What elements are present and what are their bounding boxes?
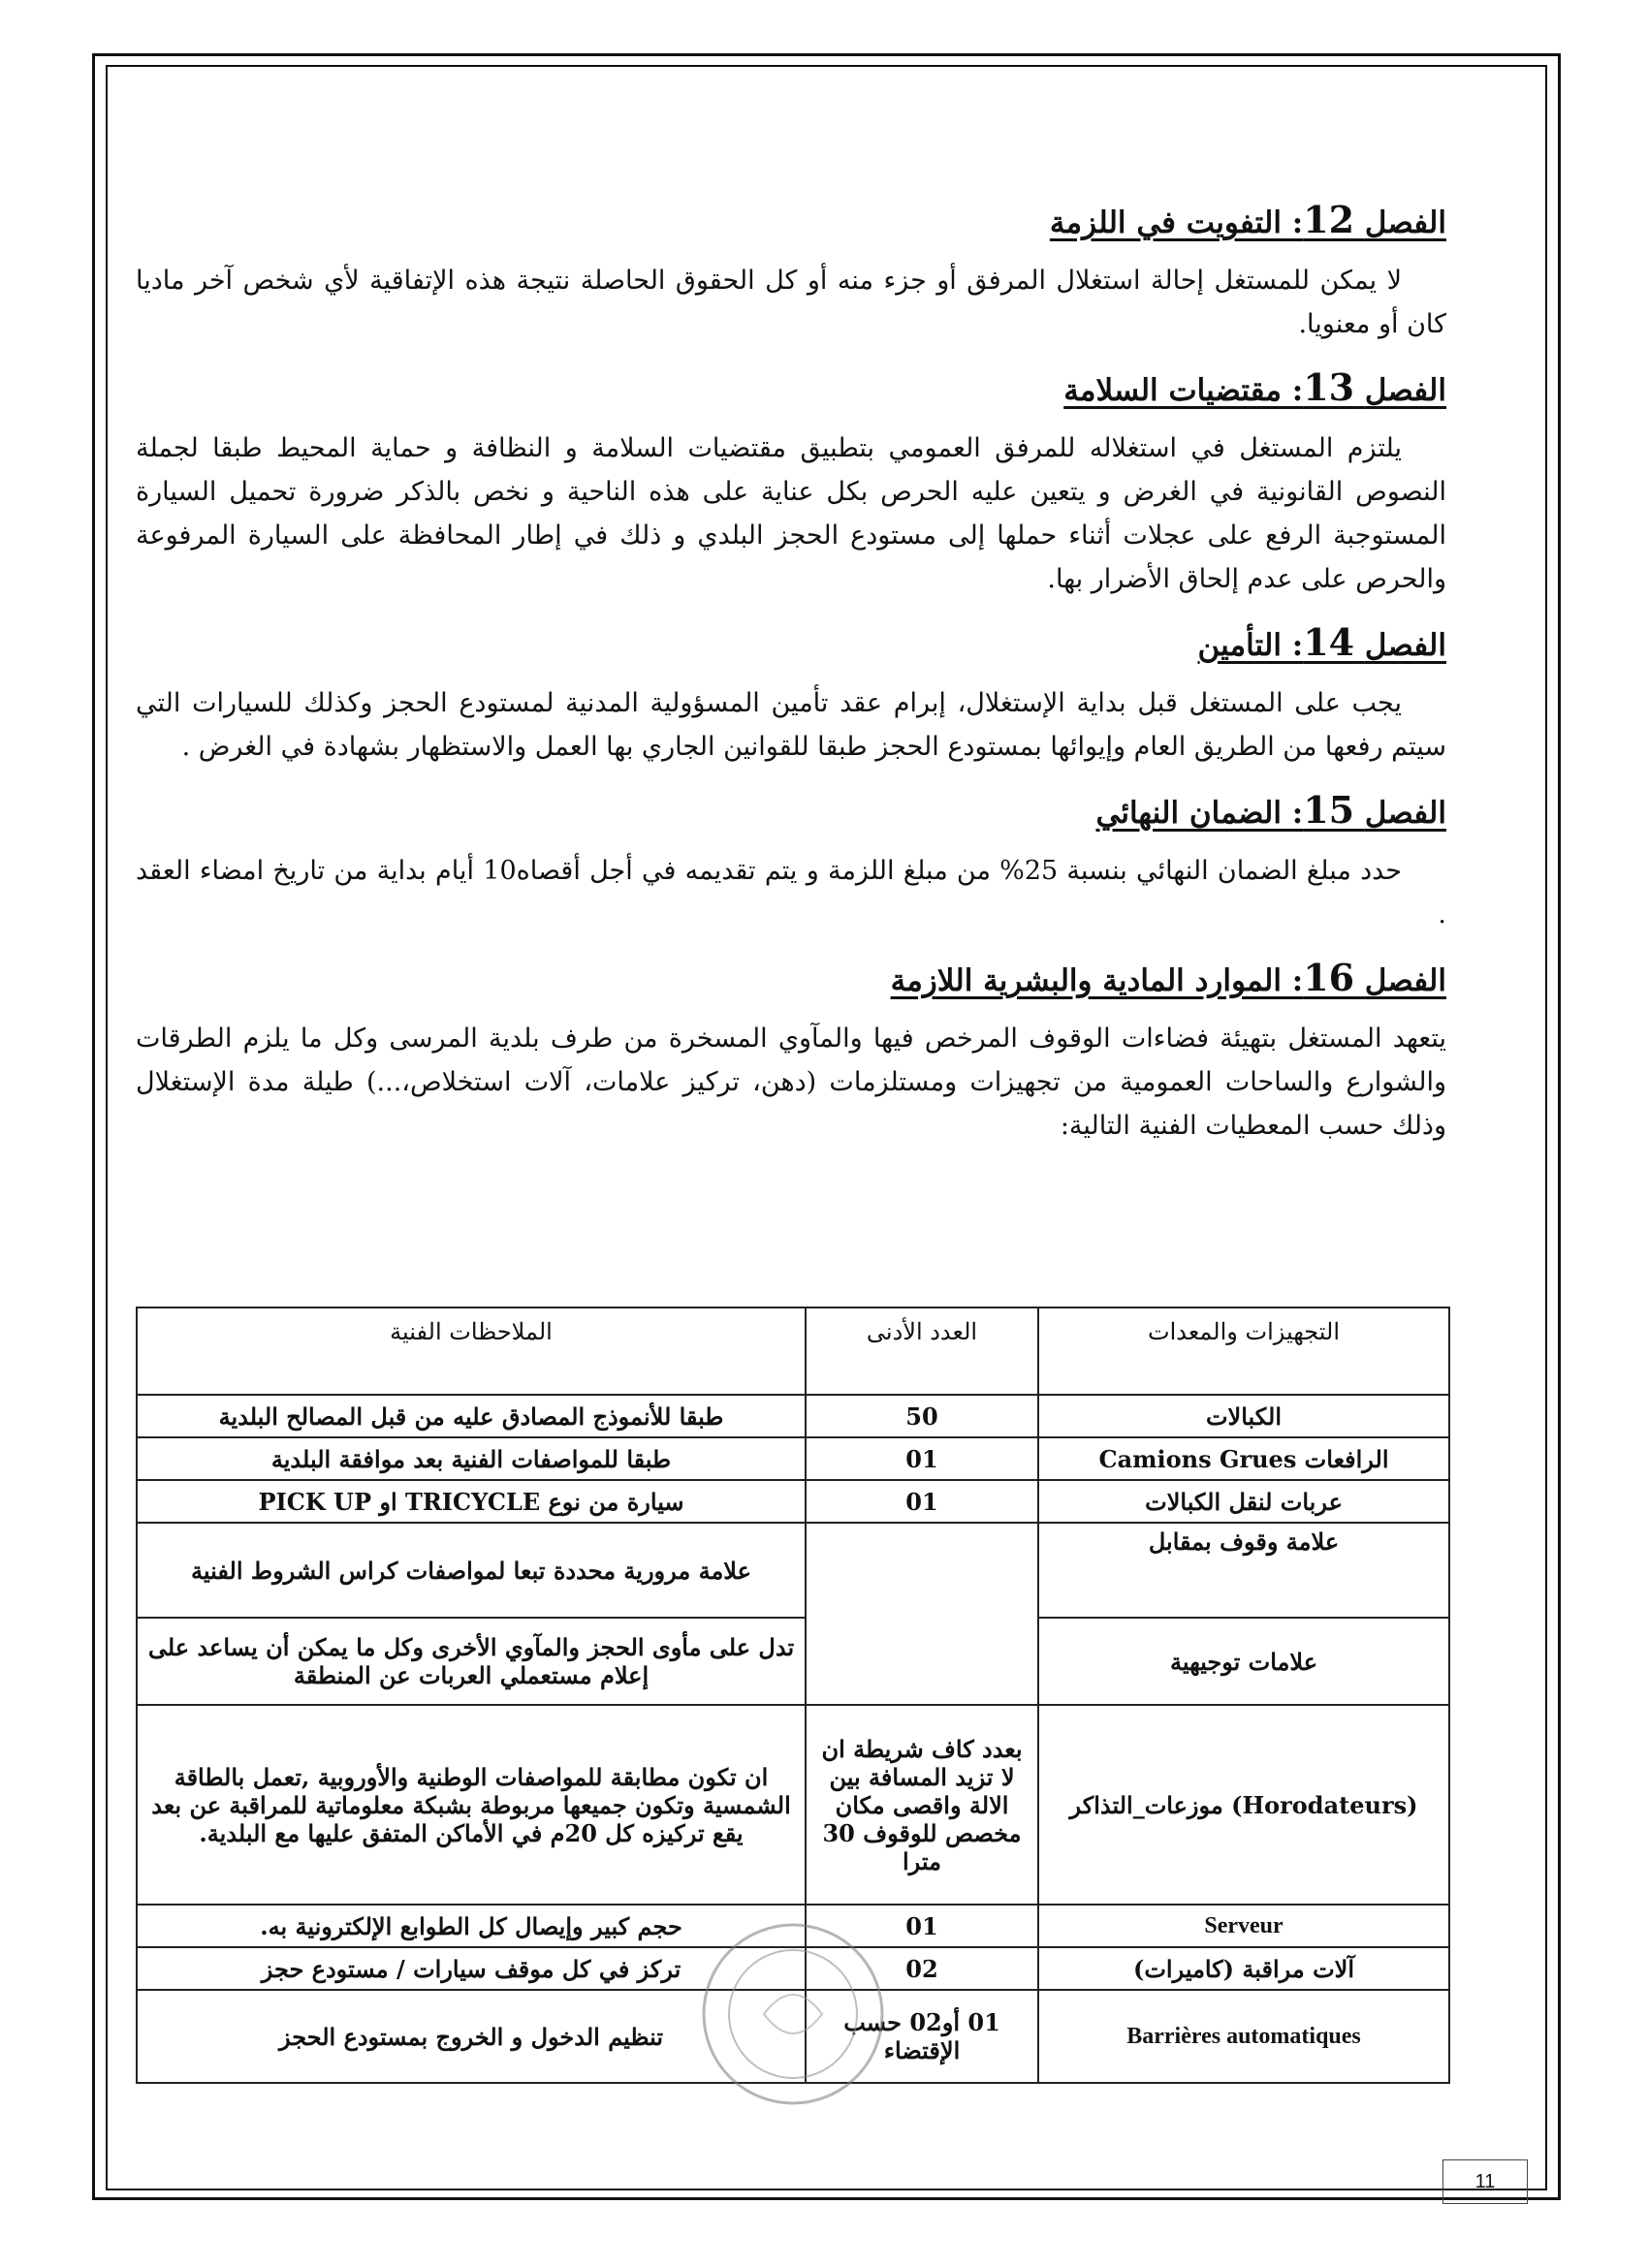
table-row	[137, 1705, 1449, 1905]
header-equipment: التجهيزات والمعدات	[1038, 1307, 1449, 1395]
document-body	[136, 184, 1446, 1167]
section-label: الفصل	[1364, 373, 1446, 408]
cell-equipment: Serveur	[1038, 1905, 1449, 1947]
section-title: : التفويت في اللزمة	[1049, 205, 1304, 240]
cell-min-count: 02	[806, 1947, 1038, 1990]
section-paragraph: لا يمكن للمستغل إحالة استغلال المرفق أو جزء منه أو كل الحقوق الحاصلة نتيجة هذه الإتفاقية لأي شخص آخر ماديا كان أو معنويا.	[136, 266, 1446, 339]
section-number: 12	[1303, 198, 1355, 241]
section-title: : مقتضيات السلامة	[1063, 373, 1304, 408]
cell-equipment: علامة وقوف بمقابل	[1038, 1523, 1449, 1618]
section-paragraph: يلتزم المستغل في استغلاله للمرفق العمومي بتطبيق مقتضيات السلامة و النظافة و حماية المحيط طبقا لجملة النصوص القانونية في الغرض و يتعين عليه الحرص بكل عناية على هذه الناحية و نخص بالذكر ضرورة تحميل السيارة المستوجبة الرفع على عجلات أثناء حملها إلى مستودع الحجز البلدي و ذلك في إطار المحافظة على السيارة المرفوعة والحرص على عدم إلحاق الأضرار بها.	[136, 433, 1446, 594]
cell-equipment: Barrières automatiques	[1038, 1990, 1449, 2083]
table-header-row	[137, 1307, 1449, 1395]
cell-min-count: 01	[806, 1480, 1038, 1523]
cell-notes: علامة مرورية محددة تبعا لمواصفات كراس الشروط الفنية	[137, 1523, 806, 1618]
cell-equipment: الرافعات Camions Grues	[1038, 1437, 1449, 1480]
section-paragraph: يجب على المستغل قبل بداية الإستغلال، إبرام عقد تأمين المسؤولية المدنية لمستودع الحجز وكذلك للسيارات التي سيتم رفعها من الطريق العام وإيوائها بمستودع الحجز طبقا للقوانين الجاري بها العمل والاستظهار بشهادة في الغرض .	[136, 688, 1446, 762]
section-heading-16	[136, 956, 1446, 999]
cell-notes: ان تكون مطابقة للمواصفات الوطنية والأوروبية ,تعمل بالطاقة الشمسية وتكون جميعها مربوطة بشبكة معلوماتية للمراقبة عن بعد يقع تركيزه كل 20م في الأماكن المتفق عليها مع البلدية.	[137, 1705, 806, 1905]
section-title: : الموارد المادية والبشرية اللازمة	[890, 963, 1304, 998]
cell-notes: تدل على مأوى الحجز والمآوي الأخرى وكل ما يمكن أن يساعد على إعلام مستعملي العربات عن المنطقة	[137, 1618, 806, 1705]
cell-equipment: عربات لنقل الكبالات	[1038, 1480, 1449, 1523]
table-row	[137, 1480, 1449, 1523]
cell-notes: طبقا للأنموذج المصادق عليه من قبل المصالح البلدية	[137, 1395, 806, 1437]
section-number: 16	[1303, 956, 1355, 999]
cell-min-count: 01 أو02 حسب الإقتضاء	[806, 1990, 1038, 2083]
cell-notes: تنظيم الدخول و الخروج بمستودع الحجز	[137, 1990, 806, 2083]
section-label: الفصل	[1364, 796, 1446, 831]
cell-equipment: (Horodateurs) موزعات_التذاكر	[1038, 1705, 1449, 1905]
section-paragraph: يتعهد المستغل بتهيئة فضاءات الوقوف المرخص فيها والمآوي المسخرة من طرف بلدية المرسى وكل ما يلزم الطرقات والشوارع والساحات العمومية من تجهيزات ومستلزمات (دهن، تركيز علامات، آلات استخلاص،...) طيلة مدة الإستغلال وذلك حسب المعطيات الفنية التالية:	[136, 1024, 1446, 1141]
section-heading-14	[136, 620, 1446, 664]
cell-min-count: بعدد كاف شريطة ان لا تزيد المسافة بين الالة واقصى مكان مخصص للوقوف 30 مترا	[806, 1705, 1038, 1905]
section-label: الفصل	[1364, 205, 1446, 240]
header-min-count: العدد الأدنى	[806, 1307, 1038, 1395]
table-row	[137, 1437, 1449, 1480]
cell-equipment: علامات توجيهية	[1038, 1618, 1449, 1705]
cell-min-count: 01	[806, 1437, 1038, 1480]
cell-notes: تركز في كل موقف سيارات / مستودع حجز	[137, 1947, 806, 1990]
section-number: 14	[1303, 620, 1355, 664]
municipal-stamp-icon	[696, 1917, 890, 2111]
section-label: الفصل	[1364, 963, 1446, 998]
section-label: الفصل	[1364, 628, 1446, 663]
cell-min-count	[806, 1523, 1038, 1705]
section-title: : التأمين	[1197, 628, 1304, 663]
section-heading-13	[136, 365, 1446, 409]
section-number: 15	[1303, 788, 1355, 832]
section-title: : الضمان النهائي	[1095, 796, 1304, 831]
cell-equipment: الكبالات	[1038, 1395, 1449, 1437]
cell-notes: سيارة من نوع TRICYCLE او PICK UP	[137, 1480, 806, 1523]
table-row	[137, 1618, 1449, 1705]
table-row	[137, 1523, 1449, 1618]
section-heading-15	[136, 788, 1446, 832]
section-number: 13	[1303, 365, 1355, 409]
cell-equipment: آلات مراقبة (كاميرات)	[1038, 1947, 1449, 1990]
section-paragraph: حدد مبلغ الضمان النهائي بنسبة 25% من مبلغ اللزمة و يتم تقديمه في أجل أقصاه10 أيام بداية من تاريخ امضاء العقد .	[136, 856, 1446, 929]
header-technical-notes: الملاحظات الفنية	[137, 1307, 806, 1395]
table-row	[137, 1395, 1449, 1437]
page-number: 11	[1442, 2159, 1528, 2204]
cell-min-count: 50	[806, 1395, 1038, 1437]
cell-notes: حجم كبير وإيصال كل الطوابع الإلكترونية به.	[137, 1905, 806, 1947]
cell-min-count: 01	[806, 1905, 1038, 1947]
cell-notes: طبقا للمواصفات الفنية بعد موافقة البلدية	[137, 1437, 806, 1480]
section-heading-12	[136, 198, 1446, 241]
